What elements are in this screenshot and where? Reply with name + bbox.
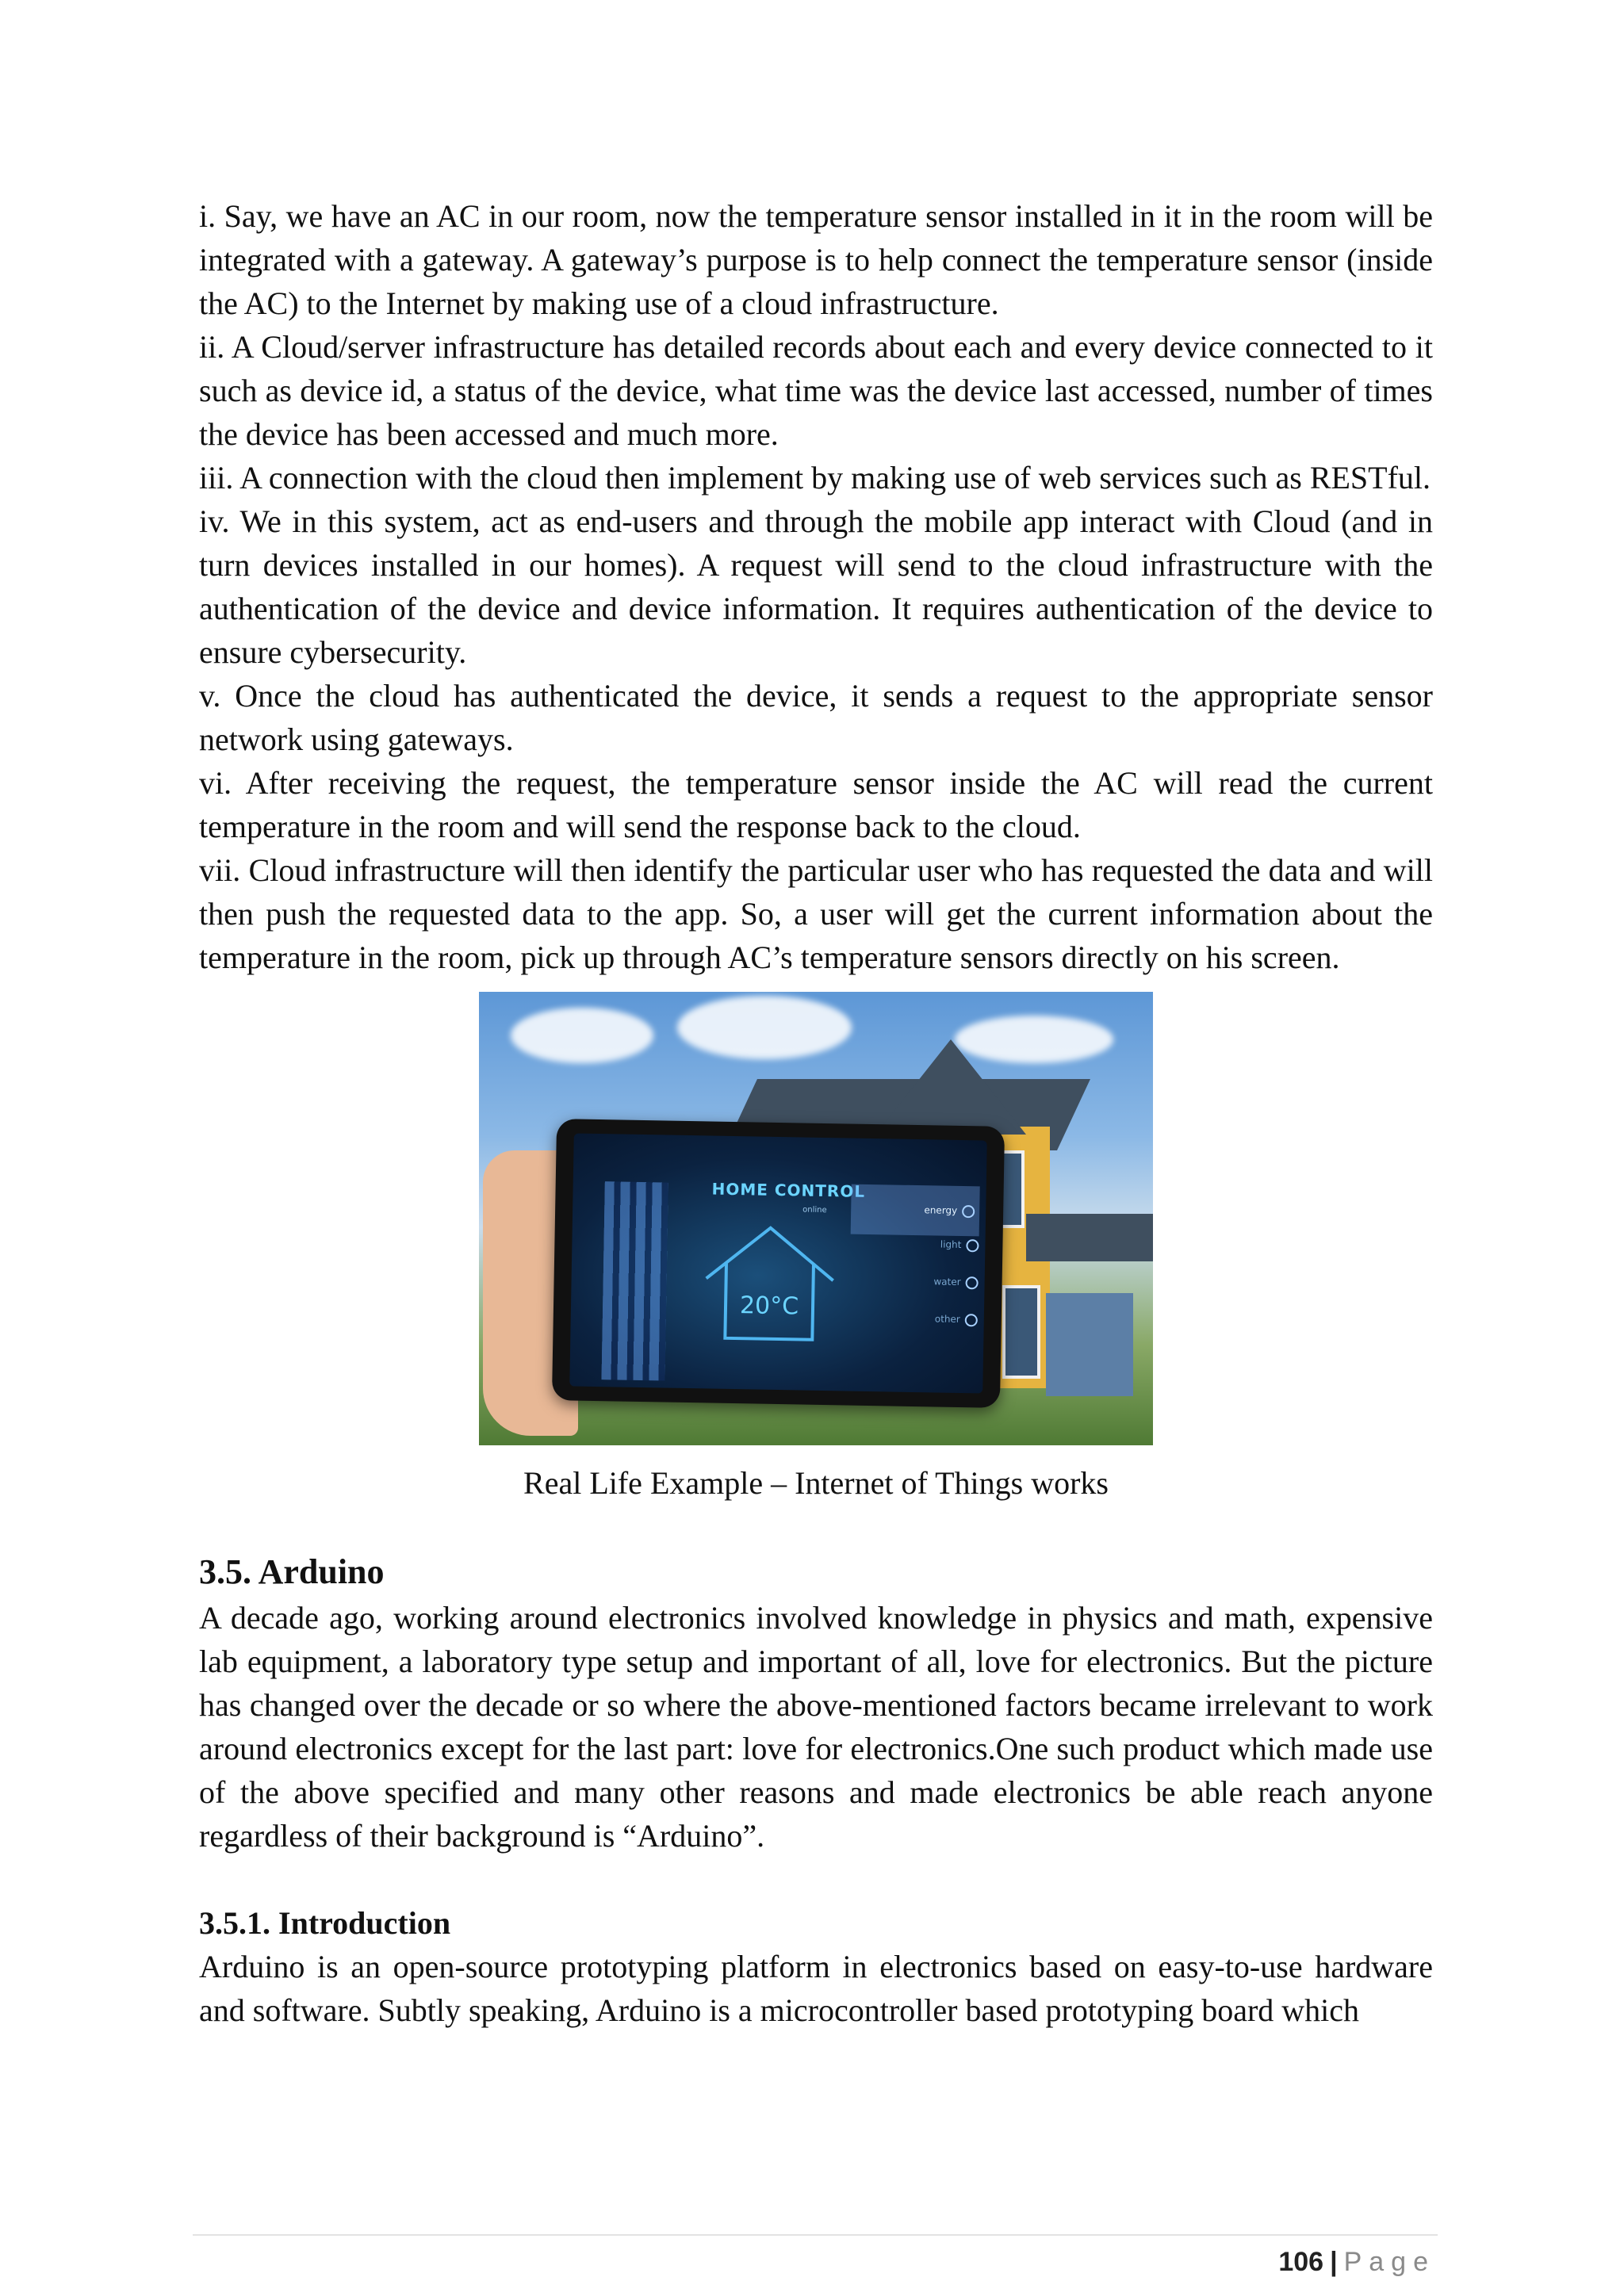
screen-menu-water: water [859, 1259, 979, 1305]
screen-bars [601, 1181, 668, 1380]
tablet-screen [569, 1133, 986, 1393]
screen-menu-light: light [860, 1222, 979, 1268]
page-content [199, 194, 1433, 2032]
section-paragraph: A decade ago, working around electronics involved knowledge in physics and math, expensive lab equipment, a laboratory type setup and important of all, love for electronics. But the picture has changed over the decade or so where the above-mentioned factors became irrelevant to work around electronics except for the last part: love for electronics.One such product which made use of the above specified and many other reasons and made electronics be able reach anyone regardless of their background is “Arduino”. [199, 1600, 1433, 1854]
subsection-paragraph: Arduino is an open-source prototyping platform in electronics based on easy-to-use hardware and software. Subtly speaking, Arduino is a microcontroller based prototyping board which [199, 1949, 1433, 2028]
tablet [552, 1119, 1005, 1408]
screen-subtitle: online [802, 1205, 827, 1215]
paragraph-vii: vii. Cloud infrastructure will then identify the particular user who has requested the data and will then push the requested data to the app. So, a user will get the current information about the temperature in the room, pick up through AC’s temperature sensors directly on his screen. [199, 852, 1433, 975]
iot-figure [199, 992, 1433, 1505]
page-footer [1278, 2247, 1435, 2278]
paragraph-ii: ii. A Cloud/server infrastructure has detailed records about each and every device connected to it such as device id, a status of the device, what time was the device last accessed, number of times the device has been accessed and much more. [199, 329, 1433, 452]
page-number: 106 [1278, 2247, 1324, 2277]
page-label: Page [1343, 2247, 1435, 2277]
iot-photo [479, 992, 1153, 1445]
paragraph-v: v. Once the cloud has authenticated the device, it sends a request to the appropriate sensor network using gateways. [199, 678, 1433, 757]
paragraph-i: i. Say, we have an AC in our room, now the temperature sensor installed in it in the room will be integrated with a gateway. A gateway’s purpose is to help connect the temperature sensor (inside the AC) to the Internet by making use of a cloud infrastructure. [199, 198, 1433, 321]
paragraph-iii: iii. A connection with the cloud then implement by making use of web services such as RESTful. [199, 460, 1431, 496]
section-heading: 3.5. Arduino [199, 1552, 385, 1591]
figure-caption: Real Life Example – Internet of Things works [523, 1465, 1109, 1501]
paragraph-iv: iv. We in this system, act as end-users and through the mobile app interact with Cloud (and in turn devices installed in our homes). A request will send to the cloud infrastructure with the authentication of the device and device information. It requires authentication of the device to ensure cybersecurity. [199, 503, 1433, 670]
screen-temperature: 20°C [739, 1292, 799, 1321]
screen-menu-other: other [858, 1296, 978, 1342]
subsection-heading: 3.5.1. Introduction [199, 1905, 451, 1941]
screen-menu-energy: energy [851, 1184, 980, 1237]
footer-separator: | [1330, 2247, 1338, 2277]
paragraph-vi: vi. After receiving the request, the temperature sensor inside the AC will read the current temperature in the room and will send the response back to the cloud. [199, 765, 1433, 844]
footer-divider [193, 2234, 1438, 2236]
screen-title: HOME CONTROL [711, 1179, 866, 1201]
